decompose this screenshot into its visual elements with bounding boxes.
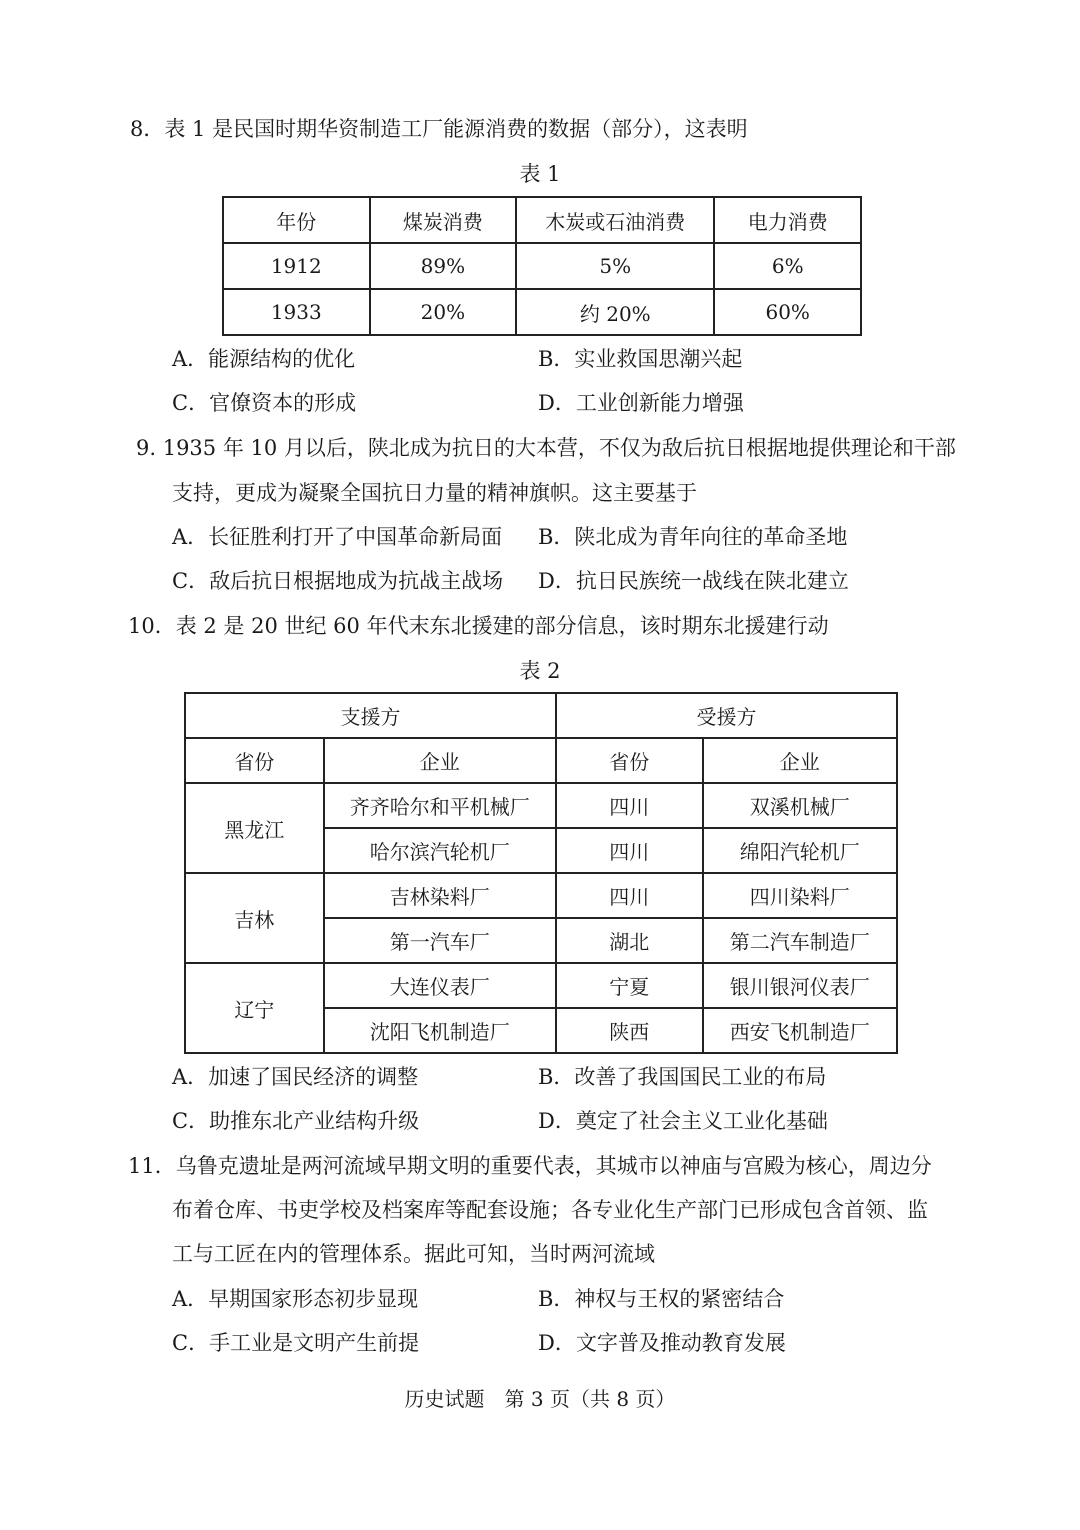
q9-option-d: D．抗日民族统一战线在陕北建立 [538,569,849,593]
q9-option-a: A．长征胜利打开了中国革命新局面 [172,525,503,549]
table2-sub-header: 企业 [324,738,556,783]
q8-stem: 8．表 1 是民国时期华资制造工厂能源消费的数据（部分），这表明 [130,117,748,141]
table2-province: 辽宁 [185,963,324,1053]
table1-header-row [223,197,861,243]
table2-cell: 陕西 [556,1008,703,1053]
q11-option-b: B．神权与王权的紧密结合 [538,1287,785,1311]
table1-cell: 5% [516,243,714,289]
table1-cell: 6% [714,243,861,289]
q11-stem-line3: 工与工匠在内的管理体系。据此可知，当时两河流域 [172,1242,655,1266]
q8-option-a: A．能源结构的优化 [172,347,356,371]
q11-option-d: D．文字普及推动教育发展 [538,1331,786,1355]
table2-cell: 四川 [556,783,703,828]
table2-cell: 四川染料厂 [703,873,897,918]
table2-sub-header-row [185,738,897,783]
table1 [222,196,862,336]
table1-cell: 20% [370,289,517,335]
table2-cell: 第二汽车制造厂 [703,918,897,963]
table2-sub-header: 省份 [185,738,324,783]
table2-group-header: 支援方 [185,693,556,738]
table2-cell: 绵阳汽轮机厂 [703,828,897,873]
table1-header-cell: 木炭或石油消费 [516,197,714,243]
q8-option-b: B．实业救国思潮兴起 [538,347,743,371]
q9-stem-line2: 支持，更成为凝聚全国抗日力量的精神旗帜。这主要基于 [172,481,697,505]
table1-header-cell: 煤炭消费 [370,197,517,243]
table2-cell: 四川 [556,828,703,873]
q10-stem: 10．表 2 是 20 世纪 60 年代末东北援建的部分信息，该时期东北援建行动 [128,614,829,638]
q10-option-a: A．加速了国民经济的调整 [172,1065,419,1089]
table2-cell: 沈阳飞机制造厂 [324,1008,556,1053]
table2-cell: 第一汽车厂 [324,918,556,963]
q11-option-c: C．手工业是文明产生前提 [172,1331,420,1355]
table-row [223,243,861,289]
q9-option-c: C．敌后抗日根据地成为抗战主战场 [172,569,504,593]
table1-cell: 60% [714,289,861,335]
table2-cell: 四川 [556,873,703,918]
page-footer: 历史试题 第 3 页（共 8 页） [404,1387,676,1411]
table2 [184,692,898,1054]
table2-sub-header: 省份 [556,738,703,783]
q10-option-d: D．奠定了社会主义工业化基础 [538,1109,828,1133]
q11-stem-line2: 布着仓库、书吏学校及档案库等配套设施；各专业化生产部门已形成包含首领、监 [172,1198,928,1222]
table2-province: 黑龙江 [185,783,324,873]
table2-cell: 大连仪表厂 [324,963,556,1008]
table2-cell: 齐齐哈尔和平机械厂 [324,783,556,828]
table1-cell: 1933 [223,289,370,335]
q8-option-d: D．工业创新能力增强 [538,391,744,415]
table1-caption: 表 1 [519,162,561,186]
table2-cell: 西安飞机制造厂 [703,1008,897,1053]
table1-header-cell: 电力消费 [714,197,861,243]
q9-option-b: B．陕北成为青年向往的革命圣地 [538,525,848,549]
table1-cell: 约 20% [516,289,714,335]
table-row [185,783,897,828]
table1-cell: 89% [370,243,517,289]
table2-cell: 湖北 [556,918,703,963]
q9-stem-line1: 9. 1935 年 10 月以后，陕北成为抗日的大本营，不仅为敌后抗日根据地提供理论和干部 [136,436,956,460]
table2-caption: 表 2 [519,659,561,683]
q11-stem-line1: 11．乌鲁克遗址是两河流域早期文明的重要代表，其城市以神庙与宫殿为核心，周边分 [128,1154,932,1178]
table-row [185,963,897,1008]
table2-cell: 双溪机械厂 [703,783,897,828]
table2-group-header: 受援方 [556,693,897,738]
q10-option-c: C．助推东北产业结构升级 [172,1109,420,1133]
table2-province: 吉林 [185,873,324,963]
table2-cell: 宁夏 [556,963,703,1008]
q8-option-c: C．官僚资本的形成 [172,391,357,415]
table1-cell: 1912 [223,243,370,289]
table-row [223,289,861,335]
table2-cell: 银川银河仪表厂 [703,963,897,1008]
table-row [185,873,897,918]
q10-option-b: B．改善了我国国民工业的布局 [538,1065,827,1089]
table2-cell: 哈尔滨汽轮机厂 [324,828,556,873]
table2-group-header-row [185,693,897,738]
table2-cell: 吉林染料厂 [324,873,556,918]
table2-sub-header: 企业 [703,738,897,783]
table1-header-cell: 年份 [223,197,370,243]
q11-option-a: A．早期国家形态初步显现 [172,1287,419,1311]
